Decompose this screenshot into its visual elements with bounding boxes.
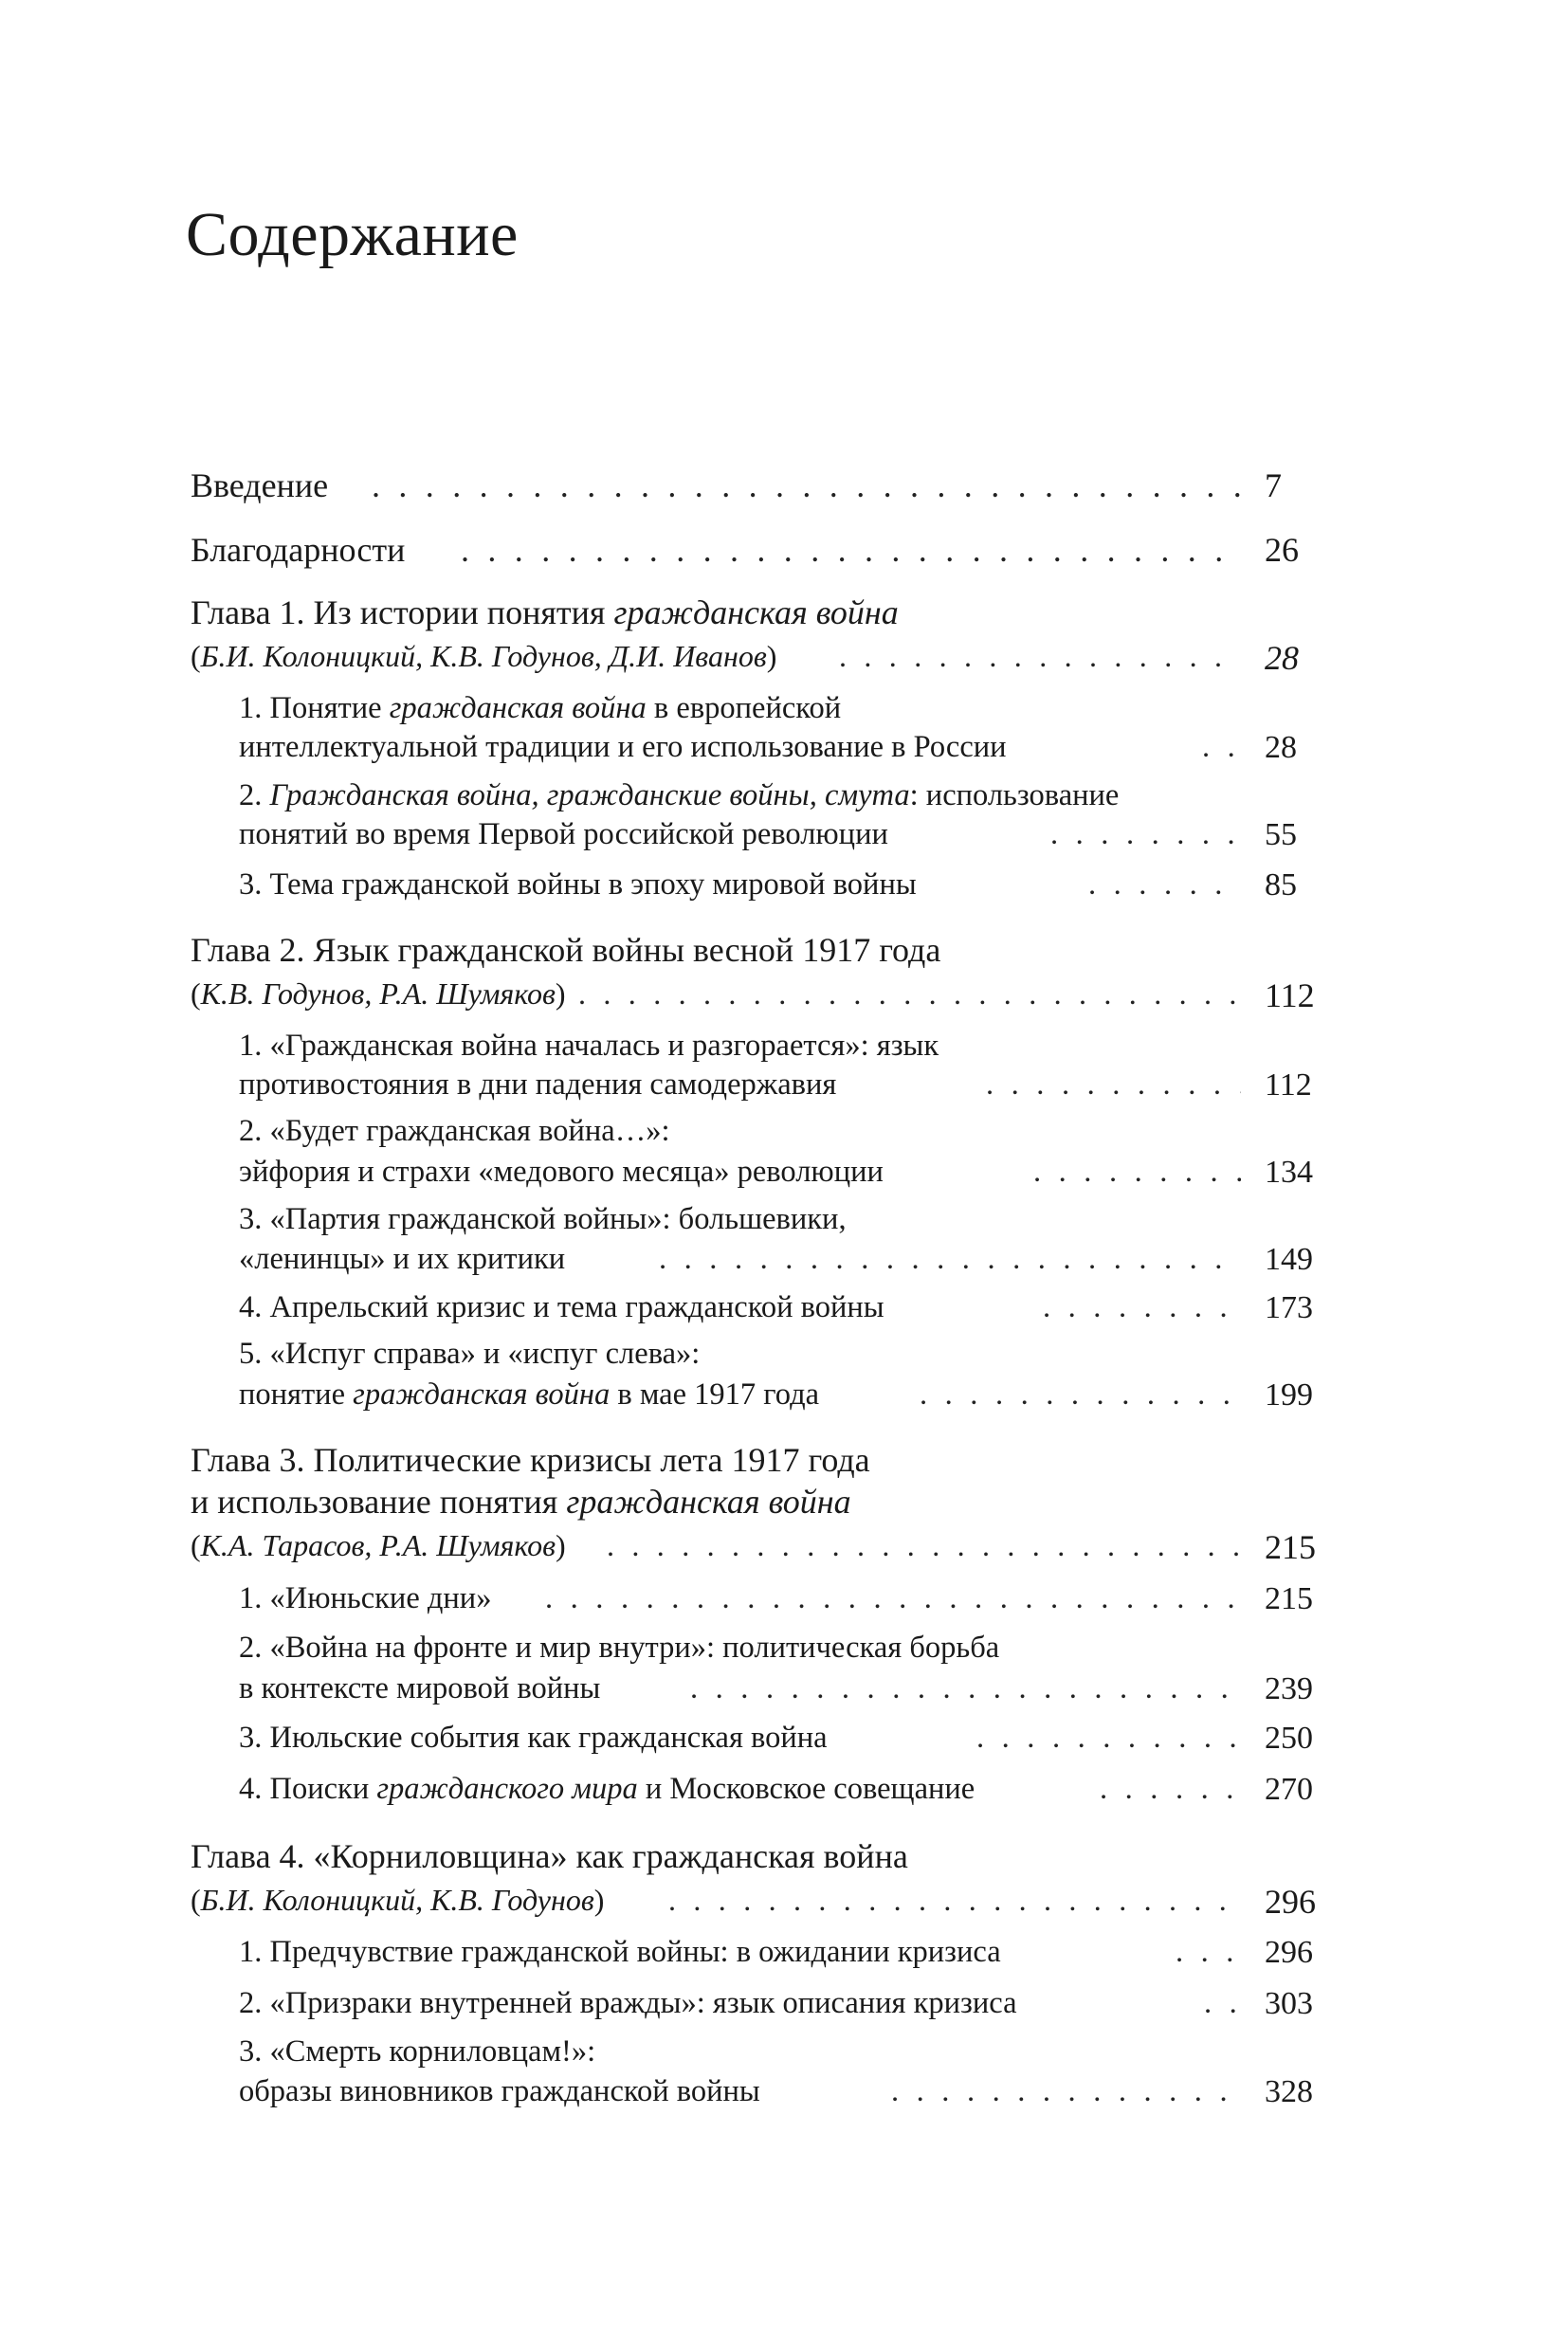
section-2-4[interactable] bbox=[0, 1292, 1568, 1326]
page-number: 215 bbox=[1265, 1581, 1313, 1616]
chapter-4-title[interactable] bbox=[0, 1839, 1568, 1877]
page-number: 328 bbox=[1265, 2074, 1313, 2109]
dot-leader bbox=[976, 1723, 1241, 1754]
section-text: 3. Июльские события как гражданская война bbox=[239, 1721, 828, 1755]
dot-leader bbox=[607, 1530, 1241, 1560]
section-text: : использование bbox=[909, 778, 1120, 812]
dot-leader bbox=[461, 533, 1241, 567]
dot-leader bbox=[1176, 1937, 1241, 1968]
section-text: 2. bbox=[239, 778, 270, 812]
chapter-2-title[interactable] bbox=[0, 933, 1568, 971]
chapter-title-text: Глава 4. «Корниловщина» как гражданская война bbox=[191, 1837, 908, 1875]
section-3-2-line1[interactable] bbox=[0, 1632, 1568, 1667]
page-number: 55 bbox=[1265, 817, 1297, 852]
section-4-3-line1[interactable] bbox=[0, 2036, 1568, 2070]
chapter-1-authors-line: (Б.И. Колоницкий, К.В. Годунов, Д.И. Иванов) . . . 28 bbox=[0, 641, 1568, 679]
section-text: 1. Понятие bbox=[239, 691, 390, 725]
section-text: и Московское совещание bbox=[637, 1772, 975, 1806]
section-3-3[interactable] bbox=[0, 1723, 1568, 1757]
toc-entry-acknowledgements[interactable] bbox=[0, 533, 1568, 571]
section-text: эйфория и страхи «медового месяца» революции bbox=[239, 1155, 884, 1189]
section-text: 2. «Будет гражданская война…»: bbox=[239, 1114, 670, 1148]
page-number: 296 bbox=[1265, 1883, 1316, 1921]
page-number: 134 bbox=[1265, 1155, 1313, 1190]
section-2-3-line1[interactable] bbox=[0, 1204, 1568, 1238]
section-2-3-line2[interactable] bbox=[0, 1244, 1568, 1278]
section-text: интеллектуальной традиции и его использование в России bbox=[239, 730, 1007, 764]
section-text: 3. «Смерть корниловцам!»: bbox=[239, 2034, 596, 2069]
page-number: 270 bbox=[1265, 1772, 1313, 1807]
page-number: 112 bbox=[1265, 976, 1315, 1014]
section-4-2[interactable] bbox=[0, 1988, 1568, 2022]
dot-leader bbox=[920, 1379, 1241, 1411]
section-4-3-line2[interactable] bbox=[0, 2076, 1568, 2110]
page-number: 239 bbox=[1265, 1671, 1313, 1706]
page-number: 28 bbox=[1265, 730, 1297, 765]
section-4-1[interactable] bbox=[0, 1937, 1568, 1971]
dot-leader bbox=[839, 641, 1241, 671]
section-2-1-line2[interactable] bbox=[0, 1069, 1568, 1103]
chapter-authors: Б.И. Колоницкий, К.В. Годунов, Д.И. Иванов bbox=[200, 639, 767, 673]
section-1-2-line1[interactable] bbox=[0, 780, 1568, 814]
section-italic: Гражданская война, гражданские войны, смута bbox=[269, 778, 910, 812]
toc-entry-introduction[interactable] bbox=[0, 468, 1568, 506]
section-text: 1. Предчувствие гражданской войны: в ожидании кризиса bbox=[239, 1935, 1001, 1969]
chapter-title-italic: гражданская война bbox=[613, 593, 899, 631]
chapter-title-italic: гражданская война bbox=[566, 1483, 851, 1521]
section-2-5-line2[interactable] bbox=[0, 1379, 1568, 1413]
section-text: 4. Апрельский кризис и тема гражданской войны bbox=[239, 1290, 884, 1324]
chapter-1-title[interactable] bbox=[0, 595, 1568, 633]
section-text: в контексте мировой войны bbox=[239, 1671, 601, 1705]
section-text: понятие bbox=[239, 1377, 354, 1412]
section-text: 4. Поиски bbox=[239, 1772, 377, 1806]
chapter-authors: Б.И. Колоницкий, К.В. Годунов bbox=[200, 1883, 594, 1917]
section-text: 3. Тема гражданской войны в эпоху мировой войны bbox=[239, 867, 917, 902]
section-1-1-line2[interactable] bbox=[0, 732, 1568, 766]
section-3-4[interactable] bbox=[0, 1774, 1568, 1808]
dot-leader bbox=[668, 1885, 1241, 1915]
page-number: 112 bbox=[1265, 1067, 1312, 1103]
dot-leader bbox=[1033, 1157, 1241, 1188]
page-number: 7 bbox=[1265, 466, 1282, 504]
chapter-title-text: Глава 3. Политические кризисы лета 1917 года bbox=[191, 1441, 870, 1479]
dot-leader bbox=[1043, 1292, 1241, 1323]
chapter-3-title-line2[interactable] bbox=[0, 1485, 1568, 1522]
section-text: в европейской bbox=[646, 691, 842, 725]
dot-leader bbox=[659, 1244, 1241, 1275]
chapter-title-text: и использование понятия bbox=[191, 1483, 567, 1521]
section-text: в мае 1917 года bbox=[610, 1377, 820, 1412]
page-number: 173 bbox=[1265, 1290, 1313, 1325]
dot-leader bbox=[372, 468, 1241, 502]
section-text: образы виновников гражданской войны bbox=[239, 2074, 760, 2108]
dot-leader bbox=[545, 1583, 1241, 1614]
section-italic: гражданского мира bbox=[376, 1772, 638, 1806]
chapter-title-text: Глава 1. Из истории понятия bbox=[191, 593, 614, 631]
chapter-4-authors-line: (Б.И. Колоницкий, К.В. Годунов) . . . 296 bbox=[0, 1885, 1568, 1923]
page-number: 28 bbox=[1265, 639, 1299, 677]
dot-leader bbox=[690, 1673, 1241, 1705]
section-2-2-line1[interactable] bbox=[0, 1116, 1568, 1150]
dot-leader bbox=[1204, 1988, 1241, 2019]
section-3-2-line2[interactable] bbox=[0, 1673, 1568, 1707]
page-number: 149 bbox=[1265, 1242, 1313, 1277]
toc-entry-title: Введение bbox=[191, 466, 329, 504]
chapter-3-authors-line: (К.А. Тарасов, Р.А. Шумяков) . . . 215 bbox=[0, 1530, 1568, 1568]
dot-leader bbox=[578, 978, 1241, 1009]
dot-leader bbox=[1202, 732, 1241, 763]
page-number: 85 bbox=[1265, 867, 1297, 903]
chapter-title-text: Глава 2. Язык гражданской войны весной 1917 года bbox=[191, 931, 941, 969]
section-text: 5. «Испуг справа» и «испуг слева»: bbox=[239, 1337, 701, 1371]
chapter-authors: К.А. Тарасов, Р.А. Шумяков bbox=[200, 1528, 556, 1562]
chapter-authors: К.В. Годунов, Р.А. Шумяков bbox=[200, 976, 556, 1011]
page-number: 296 bbox=[1265, 1935, 1313, 1970]
section-text: 1. «Гражданская война началась и разгорается»: язык bbox=[239, 1029, 939, 1063]
page-number: 250 bbox=[1265, 1721, 1313, 1756]
dot-leader bbox=[1100, 1774, 1241, 1805]
section-1-3[interactable] bbox=[0, 869, 1568, 903]
dot-leader bbox=[1088, 869, 1241, 901]
section-2-5-line1[interactable] bbox=[0, 1339, 1568, 1373]
section-1-2-line2[interactable] bbox=[0, 819, 1568, 853]
page-number: 303 bbox=[1265, 1986, 1313, 2021]
section-text: 1. «Июньские дни» bbox=[239, 1581, 492, 1615]
page-number: 26 bbox=[1265, 531, 1299, 569]
page-number: 215 bbox=[1265, 1528, 1316, 1566]
section-text: противостояния в дни падения самодержавия bbox=[239, 1067, 837, 1102]
section-italic: гражданская война bbox=[353, 1377, 611, 1412]
page-title: Содержание bbox=[186, 200, 519, 269]
section-italic: гражданская война bbox=[389, 691, 647, 725]
section-text: 3. «Партия гражданской войны»: большевики, bbox=[239, 1202, 847, 1236]
dot-leader bbox=[986, 1069, 1241, 1101]
section-text: понятий во время Первой российской революции bbox=[239, 817, 888, 851]
section-3-1[interactable] bbox=[0, 1583, 1568, 1617]
dot-leader bbox=[891, 2076, 1241, 2107]
chapter-3-title-line1[interactable] bbox=[0, 1443, 1568, 1481]
dot-leader bbox=[1050, 819, 1241, 850]
page-number: 199 bbox=[1265, 1377, 1313, 1413]
chapter-2-authors-line: (К.В. Годунов, Р.А. Шумяков) . . . 112 bbox=[0, 978, 1568, 1016]
toc-entry-title: Благодарности bbox=[191, 531, 406, 569]
section-text: «ленинцы» и их критики bbox=[239, 1242, 566, 1276]
section-2-2-line2[interactable] bbox=[0, 1157, 1568, 1191]
section-text: 2. «Призраки внутренней вражды»: язык описания кризиса bbox=[239, 1986, 1017, 2020]
section-2-1-line1[interactable] bbox=[0, 1030, 1568, 1065]
section-1-1-line1[interactable] bbox=[0, 693, 1568, 727]
section-text: 2. «Война на фронте и мир внутри»: политическая борьба bbox=[239, 1631, 1000, 1665]
